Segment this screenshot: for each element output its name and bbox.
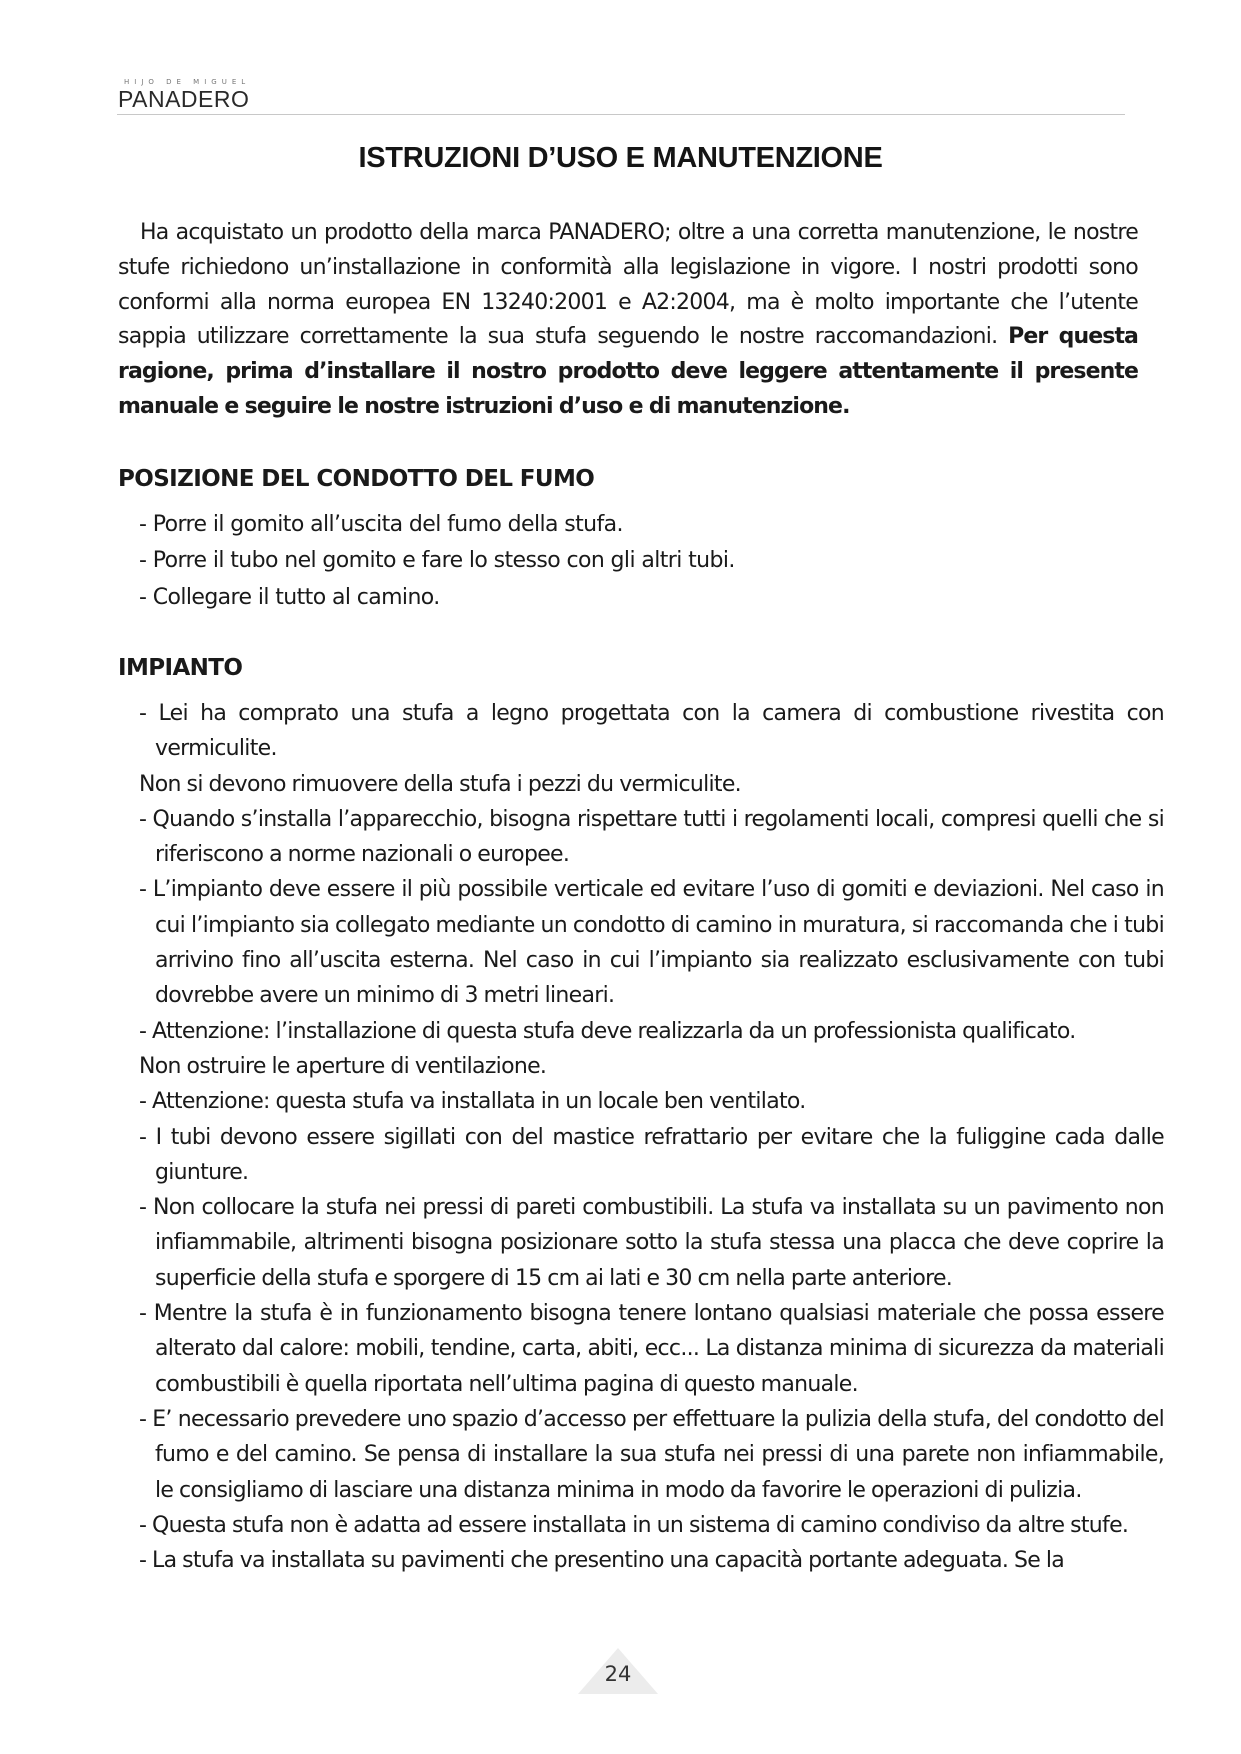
list-item: - Attenzione: l’installazione di questa stufa deve realizzarla da un professionista qualificato.	[139, 1018, 1076, 1044]
list-item: - Non collocare la stufa nei pressi di pareti combustibili. La stufa va installata su un pavimento non infiammabile, altrimenti bisogna posizionare sotto la stufa stessa una placca che deve coprire la superficie della stufa e sporgere di 15 cm ai lati e 30 cm nella parte anteriore.	[139, 1195, 1164, 1291]
list-item: - Porre il gomito all’uscita del fumo della stufa.	[139, 512, 623, 537]
list-item: - Mentre la stufa è in funzionamento bisogna tenere lontano qualsiasi materiale che possa essere alterato dal calore: mobili, tendine, carta, abiti, ecc... La distanza minima di sicurezza da materiali combustibili è quella riportata nell’ultima pagina di questo manuale.	[139, 1301, 1164, 1397]
list-item: Non si devono rimuovere della stufa i pezzi du vermiculite.	[139, 771, 741, 797]
impianto-list	[139, 696, 1164, 1578]
list-item: - Lei ha comprato una stufa a legno progettata con la camera di combustione rivestita con vermiculite.	[139, 701, 1164, 762]
list-item: - I tubi devono essere sigillati con del mastice refrattario per evitare che la fuliggine cada dalle giunture.	[139, 1124, 1164, 1185]
list-item: - Porre il tubo nel gomito e fare lo stesso con gli altri tubi.	[139, 548, 735, 574]
intro-bold-text: Per questa ragione, prima d’installare il nostro prodotto deve leggere attentamente il presente manuale e seguire le nostre istruzioni d’uso e di manutenzione.	[118, 324, 1139, 419]
list-item: Non ostruire le aperture di ventilazione.	[139, 1053, 547, 1079]
section-title-fumo: POSIZIONE DEL CONDOTTO DEL FUMO	[118, 466, 595, 492]
intro-text: Ha acquistato un prodotto della marca PANADERO; oltre a una corretta manutenzione, le nostre stufe richiedono un’installazione in conformità alla legislazione in vigore. I nostri prodotti sono conformi alla norma europea EN 13240:2001 e A2:2004, ma è molto importante che l’utente sappia utilizzare correttamente la sua stufa seguendo le nostre raccomandazioni.	[118, 220, 1138, 350]
list-item: - Quando s’installa l’apparecchio, bisogna rispettare tutti i regolamenti locali, compresi quelli che si riferiscono a norme nazionali o europee.	[139, 806, 1164, 868]
intro-paragraph	[118, 216, 1138, 425]
list-item: - L’impianto deve essere il più possibile verticale ed evitare l’uso di gomiti e deviazioni. Nel caso in cui l’impianto sia collegato mediante un condotto di camino in muratura, si raccomanda che i tubi arrivino fino all’uscita esterna. Nel caso in cui l’impianto sia realizzato esclusivamente con tubi dovrebbe avere un minimo di 3 metri lineari.	[139, 877, 1164, 1009]
brand-logo	[118, 78, 250, 113]
fumo-steps-list	[139, 507, 1139, 616]
section-title-impianto: IMPIANTO	[118, 655, 243, 681]
page-title: ISTRUZIONI D’USO E MANUTENZIONE	[358, 142, 883, 174]
list-item: - La stufa va installata su pavimenti che presentino una capacità portante adeguata. Se la	[139, 1548, 1065, 1574]
list-item: - E’ necessario prevedere uno spazio d’accesso per effettuare la pulizia della stufa, del condotto del fumo e del camino. Se pensa di installare la sua stufa nei pressi di una parete non infiammabile, le consigliamo di lasciare una distanza minima in modo da favorire le operazioni di pulizia.	[139, 1406, 1164, 1503]
list-item: - Attenzione: questa stufa va installata in un locale ben ventilato.	[139, 1089, 806, 1115]
list-item: - Questa stufa non è adatta ad essere installata in un sistema di camino condiviso da altre stufe.	[139, 1512, 1129, 1538]
page-number: 24	[604, 1662, 632, 1686]
logo-wordmark: PANADERO	[118, 86, 250, 112]
page-number-badge	[578, 1648, 658, 1696]
header-divider	[117, 114, 1125, 115]
list-item: - Collegare il tutto al camino.	[139, 584, 440, 610]
logo-subtitle: HIJO DE MIGUEL	[124, 78, 251, 86]
